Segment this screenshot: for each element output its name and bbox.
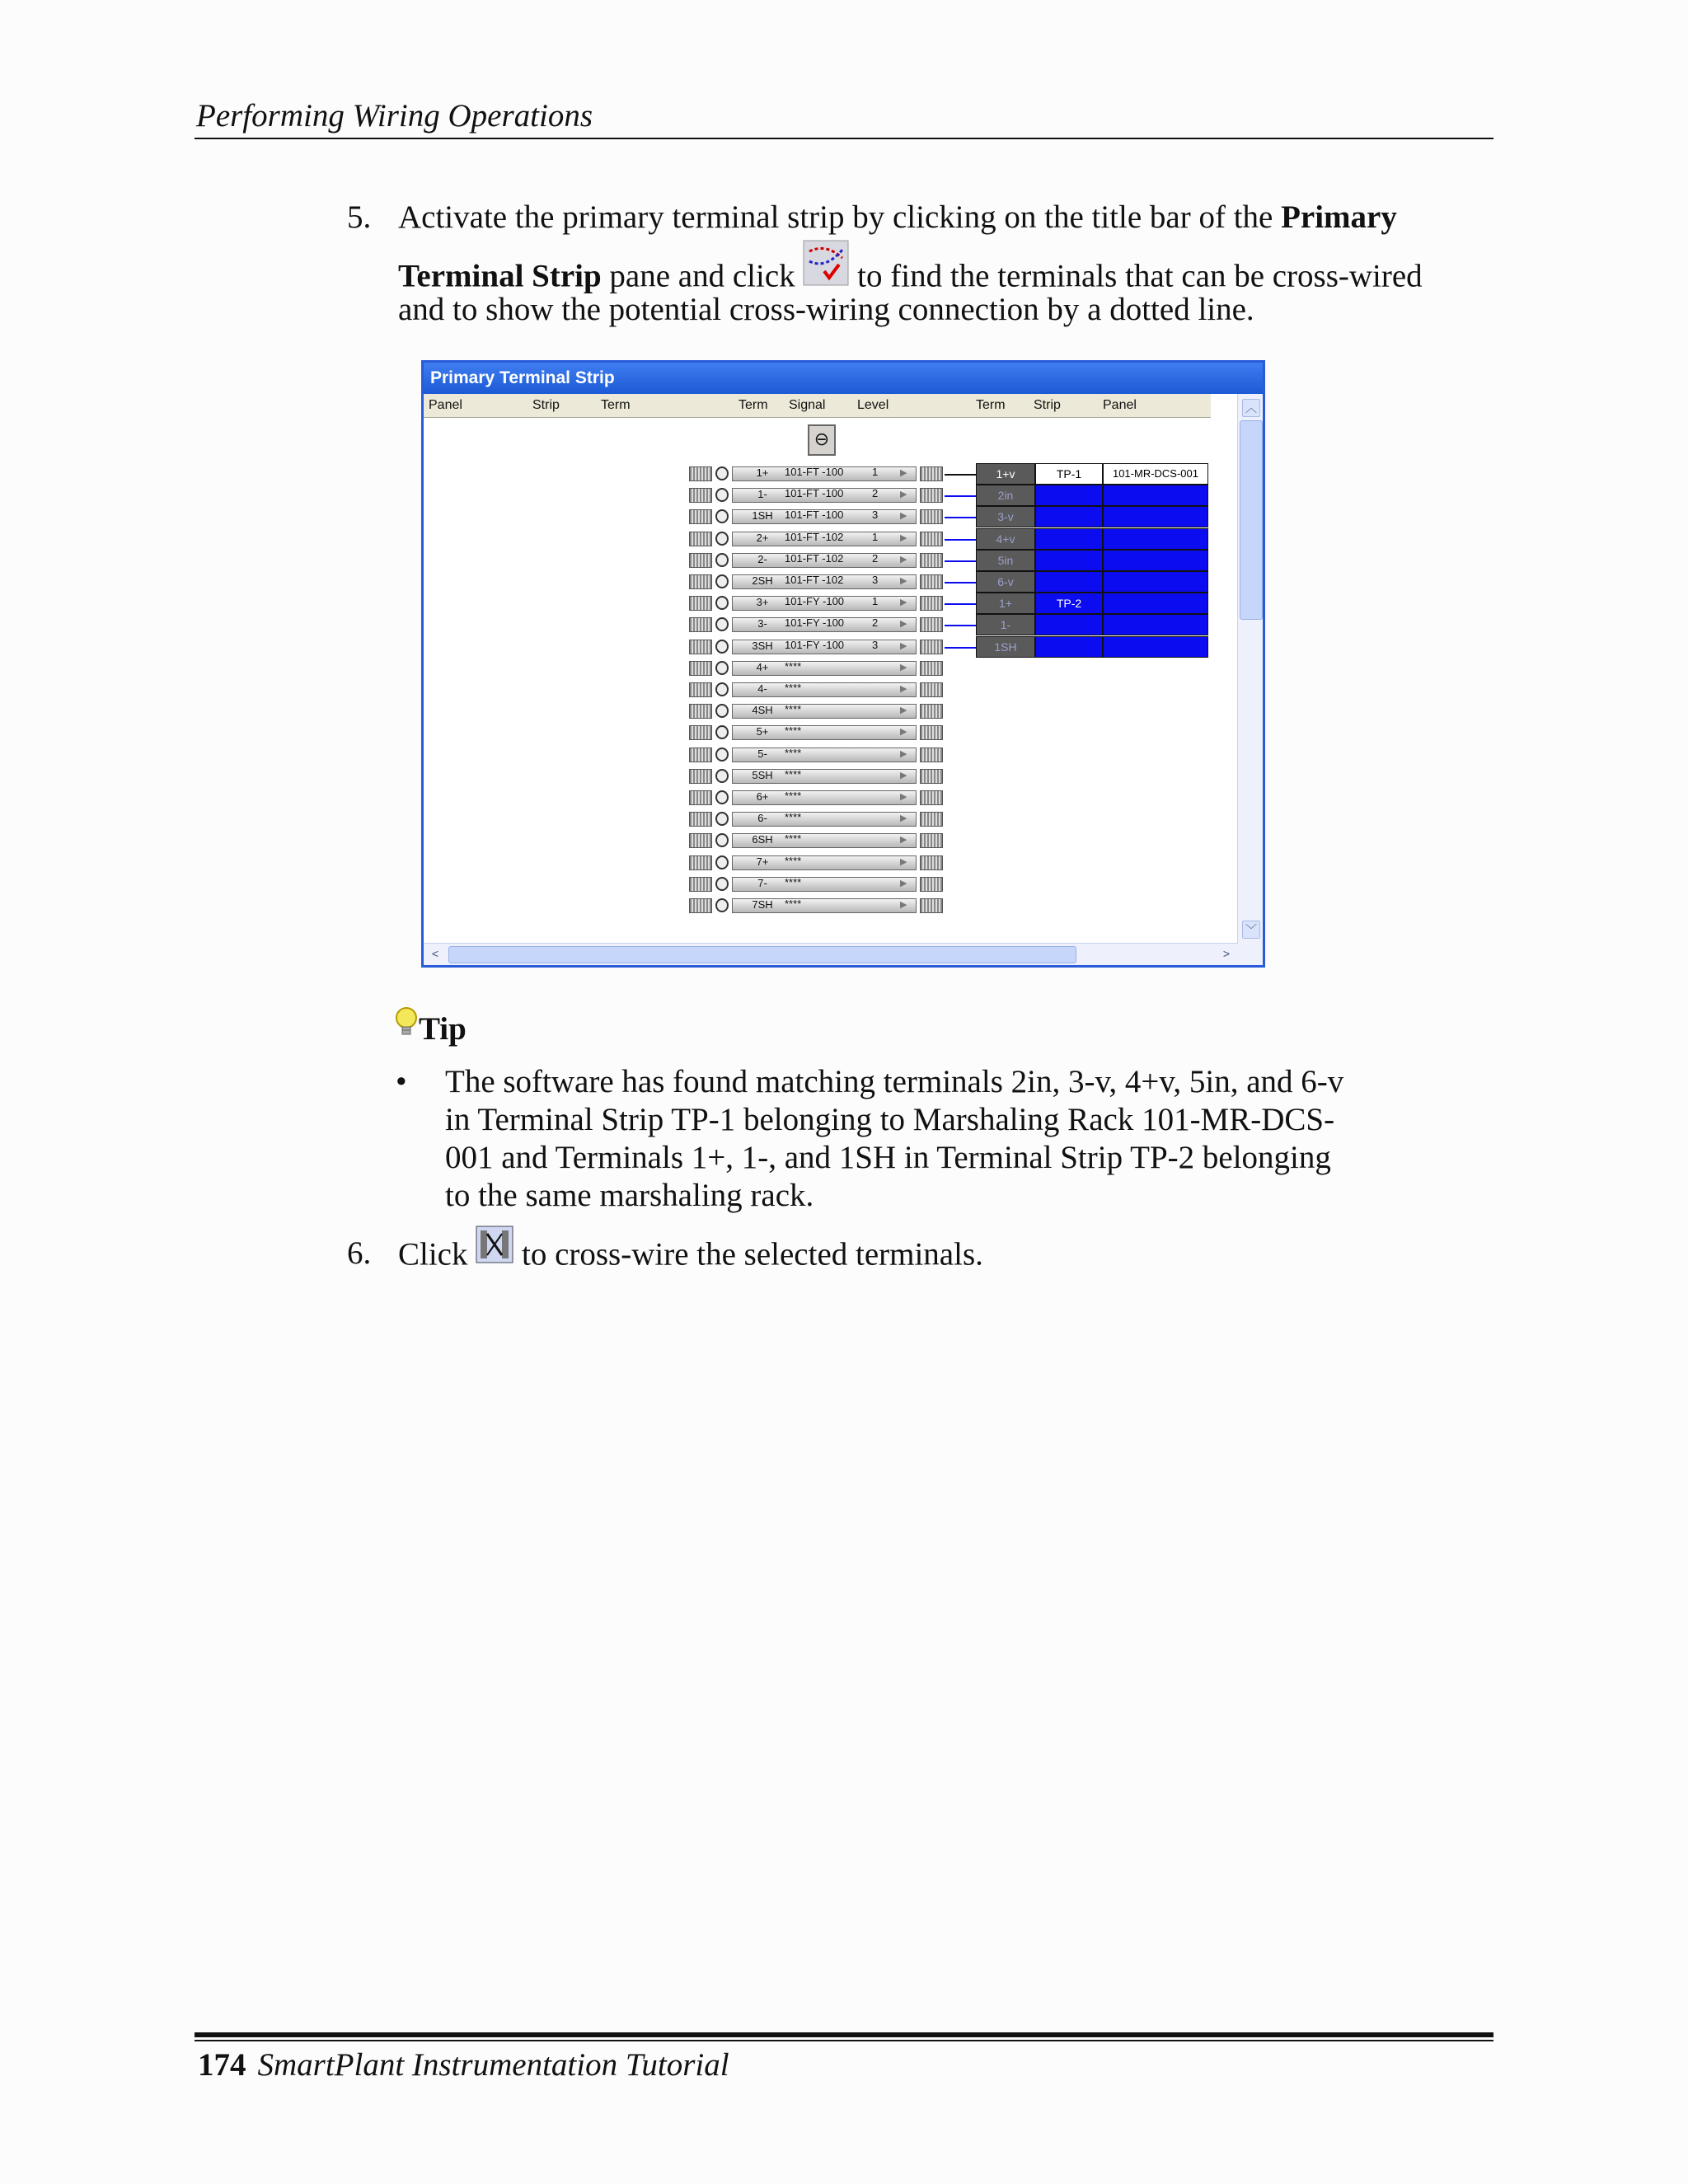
terminal-term: 2+ (756, 531, 769, 544)
play-arrow-icon: ▶ (900, 619, 907, 630)
terminal-row[interactable] (689, 486, 945, 504)
terminal-lug-icon (920, 725, 943, 740)
target-terminal-row[interactable] (976, 550, 1208, 571)
target-term: 5in (976, 550, 1035, 571)
tip-line: to the same marshaling rack. (445, 1178, 814, 1213)
play-arrow-icon: ▶ (900, 554, 907, 565)
scroll-thumb[interactable] (448, 946, 1076, 963)
terminal-term: 3+ (756, 596, 769, 609)
terminal-ring-icon (715, 812, 729, 826)
terminal-lug-icon (920, 488, 943, 503)
terminal-signal: 101-FY -100 (785, 638, 845, 651)
target-term: 1+ (976, 593, 1035, 614)
terminal-lug-icon (689, 466, 712, 481)
terminal-lug-icon (920, 640, 943, 654)
col-strip[interactable]: Strip (532, 398, 560, 412)
cross-wire-line (945, 539, 976, 541)
target-panel (1103, 550, 1208, 571)
terminal-lug-icon (689, 532, 712, 546)
play-arrow-icon: ▶ (900, 532, 907, 543)
terminal-row[interactable] (689, 638, 945, 656)
terminal-lug-icon (689, 855, 712, 870)
terminal-row[interactable] (689, 810, 945, 828)
terminal-lug-icon (689, 725, 712, 740)
terminal-lug-icon (689, 748, 712, 762)
scroll-down-icon[interactable]: ﹀ (1242, 921, 1260, 939)
terminal-lug-icon (920, 748, 943, 762)
terminal-lug-icon (689, 553, 712, 568)
target-term: 3-v (976, 506, 1035, 527)
cross-wire-line (945, 647, 976, 649)
terminal-term: 5+ (756, 725, 769, 738)
step-6-text: Click to cross-wire the selected terminals. (398, 1234, 983, 1281)
terminal-lug-icon (689, 833, 712, 848)
terminal-ring-icon (715, 640, 729, 654)
target-term: 6-v (976, 571, 1035, 593)
terminal-signal: 101-FT -102 (785, 574, 844, 586)
terminal-ring-icon (715, 596, 729, 610)
terminal-row[interactable] (689, 702, 945, 720)
target-terminal-row[interactable] (976, 636, 1208, 658)
target-terminal-row[interactable] (976, 506, 1208, 527)
terminal-signal: **** (785, 854, 802, 867)
terminal-lug-icon (920, 877, 943, 892)
terminal-signal: **** (785, 767, 802, 780)
terminal-ring-icon (715, 790, 729, 804)
target-panel: 101-MR-DCS-001 (1103, 463, 1208, 485)
target-terminal-row[interactable] (976, 463, 1208, 485)
terminal-ring-icon (715, 509, 729, 523)
play-arrow-icon: ▶ (900, 878, 907, 888)
terminal-ring-icon (715, 855, 729, 869)
terminal-lug-icon (689, 509, 712, 524)
step-number: 6. (347, 1235, 372, 1271)
terminal-lug-icon (689, 488, 712, 503)
terminal-term: 4SH (752, 704, 773, 717)
terminal-term: 6+ (756, 790, 769, 803)
play-arrow-icon: ▶ (900, 792, 907, 802)
step-number: 5. (347, 199, 372, 235)
scroll-up-icon[interactable]: ︿ (1242, 399, 1260, 417)
play-arrow-icon: ▶ (900, 576, 907, 586)
terminal-signal: 101-FY -100 (785, 616, 845, 630)
target-panel (1103, 528, 1208, 550)
col-term[interactable]: Term (738, 398, 768, 412)
play-arrow-icon: ▶ (900, 770, 907, 780)
footer-rule (195, 2040, 1493, 2041)
tip-lightbulb-icon (394, 1006, 419, 1047)
terminal-ring-icon (715, 704, 729, 718)
target-terminal-row[interactable] (976, 614, 1208, 635)
target-panel (1103, 506, 1208, 527)
col-term[interactable]: Term (601, 398, 631, 412)
collapse-button[interactable]: ⊖ (808, 424, 836, 456)
horizontal-scrollbar[interactable] (424, 943, 1238, 965)
col-panel[interactable]: Panel (1103, 398, 1137, 412)
target-panel (1103, 485, 1208, 506)
terminal-row[interactable] (689, 508, 945, 526)
cross-wire-line (945, 582, 976, 583)
terminal-term: 5SH (752, 768, 773, 781)
terminal-signal: **** (785, 832, 802, 846)
terminal-row[interactable] (689, 594, 945, 612)
play-arrow-icon: ▶ (900, 900, 907, 910)
tip-line: The software has found matching terminals 2in, 3-v, 4+v, 5in, and 6-v (445, 1064, 1344, 1099)
terminal-lug-icon (689, 704, 712, 719)
terminal-ring-icon (715, 682, 729, 696)
terminal-lug-icon (689, 769, 712, 784)
terminal-lug-icon (920, 790, 943, 805)
cross-wire-line (945, 560, 976, 562)
play-arrow-icon: ▶ (900, 662, 907, 673)
play-arrow-icon: ▶ (900, 813, 907, 824)
running-header: Performing Wiring Operations (196, 98, 593, 134)
target-terminal-row[interactable] (976, 571, 1208, 593)
terminal-level: 3 (872, 574, 879, 586)
terminal-term: 6SH (752, 833, 773, 846)
target-strip (1035, 528, 1103, 550)
terminal-row[interactable] (689, 616, 945, 634)
terminal-lug-icon (920, 617, 943, 632)
terminal-ring-icon (715, 466, 729, 480)
terminal-lug-icon (920, 855, 943, 870)
terminal-term: 4+ (756, 660, 769, 673)
terminal-signal: **** (785, 724, 802, 738)
terminal-level: 2 (872, 551, 879, 565)
terminal-term: 3SH (752, 639, 773, 652)
play-arrow-icon: ▶ (900, 705, 907, 716)
play-arrow-icon: ▶ (900, 640, 907, 651)
terminal-lug-icon (920, 833, 943, 848)
target-strip: TP-2 (1035, 593, 1103, 614)
target-term: 4+v (976, 528, 1035, 550)
terminal-term: 7- (757, 876, 767, 889)
terminal-lug-icon (920, 509, 943, 524)
target-term: 2in (976, 485, 1035, 506)
terminal-lug-icon (920, 574, 943, 589)
tip-line: 001 and Terminals 1+, 1-, and 1SH in Terminal Strip TP-2 belonging (445, 1140, 1331, 1175)
page-footer (198, 2046, 729, 2083)
target-panel (1103, 593, 1208, 614)
target-strip (1035, 550, 1103, 571)
terminal-row[interactable] (689, 681, 945, 699)
terminal-row[interactable] (689, 789, 945, 807)
play-arrow-icon: ▶ (900, 748, 907, 759)
terminal-signal: **** (785, 659, 802, 673)
target-panel (1103, 571, 1208, 593)
terminal-signal: 101-FT -100 (785, 509, 844, 522)
play-arrow-icon: ▶ (900, 490, 907, 500)
terminal-term: 4- (757, 682, 767, 695)
play-arrow-icon: ▶ (900, 835, 907, 846)
terminal-level: 3 (872, 638, 879, 651)
terminal-lug-icon (689, 812, 712, 827)
terminal-lug-icon (920, 553, 943, 568)
target-panel (1103, 636, 1208, 658)
terminal-row[interactable] (689, 854, 945, 872)
terminal-lug-icon (689, 661, 712, 676)
terminal-row[interactable] (689, 875, 945, 893)
play-arrow-icon: ▶ (900, 598, 907, 608)
tip-line: in Terminal Strip TP-1 belonging to Marshaling Rack 101-MR-DCS- (445, 1102, 1335, 1137)
terminal-ring-icon (715, 617, 729, 631)
terminal-row[interactable] (689, 897, 945, 915)
terminal-lug-icon (920, 812, 943, 827)
terminal-level: 1 (872, 595, 879, 608)
terminal-signal: **** (785, 746, 802, 759)
terminal-lug-icon (689, 574, 712, 589)
page-number: 174 (198, 2047, 246, 2083)
target-terminal-row[interactable] (976, 593, 1208, 614)
terminal-level: 2 (872, 616, 879, 630)
target-strip (1035, 636, 1103, 658)
terminal-lug-icon (920, 661, 943, 676)
terminal-row[interactable] (689, 465, 945, 483)
terminal-signal: **** (785, 790, 802, 802)
cross-wire-line (945, 495, 976, 497)
window-title-bar[interactable]: Primary Terminal Strip (424, 363, 1263, 394)
terminal-ring-icon (715, 553, 729, 567)
terminal-level: 3 (872, 509, 879, 522)
target-strip: TP-1 (1035, 463, 1103, 485)
play-arrow-icon: ▶ (900, 727, 907, 738)
terminal-term: 1- (757, 488, 767, 501)
terminal-lug-icon (920, 769, 943, 784)
terminal-term: 1+ (756, 466, 769, 479)
col-level[interactable]: Level (857, 398, 889, 412)
book-title: SmartPlant Instrumentation Tutorial (257, 2047, 729, 2083)
terminal-term: 7SH (752, 898, 773, 911)
scroll-thumb[interactable] (1240, 420, 1263, 620)
target-strip (1035, 485, 1103, 506)
terminal-lug-icon (920, 682, 943, 697)
play-arrow-icon: ▶ (900, 468, 907, 478)
terminal-ring-icon (715, 898, 729, 912)
terminal-ring-icon (715, 532, 729, 546)
terminal-signal: 101-FT -102 (785, 551, 844, 565)
target-term: 1SH (976, 636, 1035, 658)
terminal-signal: **** (785, 682, 802, 694)
cross-wire-line (945, 603, 976, 605)
terminal-lug-icon (920, 466, 943, 481)
terminal-ring-icon (715, 748, 729, 762)
target-strip (1035, 614, 1103, 635)
cross-wire-line (945, 625, 976, 626)
terminal-ring-icon (715, 877, 729, 891)
terminal-signal: **** (785, 811, 802, 824)
terminal-ring-icon (715, 488, 729, 502)
terminal-lug-icon (689, 640, 712, 654)
terminal-level: 1 (872, 466, 879, 478)
find-cross-wiring-icon (803, 240, 849, 295)
terminal-lug-icon (689, 790, 712, 805)
terminal-lug-icon (920, 704, 943, 719)
target-term: 1+v (976, 463, 1035, 485)
vertical-scrollbar[interactable] (1237, 394, 1263, 965)
terminal-row[interactable] (689, 724, 945, 742)
target-term: 1- (976, 614, 1035, 635)
target-panel (1103, 614, 1208, 635)
terminal-row[interactable] (689, 746, 945, 764)
col-panel[interactable]: Panel (429, 398, 462, 412)
column-header (424, 394, 1211, 418)
terminal-lug-icon (689, 877, 712, 892)
terminal-row[interactable] (689, 832, 945, 850)
target-strip (1035, 571, 1103, 593)
terminal-ring-icon (715, 574, 729, 588)
terminal-signal: **** (785, 703, 802, 716)
terminal-ring-icon (715, 725, 729, 739)
terminal-signal: 101-FT -100 (785, 487, 844, 500)
terminal-row[interactable] (689, 573, 945, 591)
play-arrow-icon: ▶ (900, 856, 907, 867)
primary-terminal-strip-window (421, 360, 1265, 968)
terminal-term: 2- (757, 552, 767, 565)
target-strip (1035, 506, 1103, 527)
terminal-term: 5- (757, 747, 767, 760)
col-strip[interactable]: Strip (1034, 398, 1061, 412)
cross-wire-line (945, 474, 976, 476)
target-terminal-row[interactable] (976, 485, 1208, 506)
terminal-level: 1 (872, 530, 879, 543)
play-arrow-icon: ▶ (900, 684, 907, 694)
terminal-term: 6- (757, 812, 767, 825)
terminal-lug-icon (920, 532, 943, 546)
terminal-level: 2 (872, 487, 879, 500)
terminal-signal: 101-FT -100 (785, 466, 844, 478)
terminal-lug-icon (689, 617, 712, 632)
col-term[interactable]: Term (976, 398, 1006, 412)
terminal-signal: **** (785, 898, 802, 910)
terminal-row[interactable] (689, 530, 945, 548)
terminal-term: 3- (757, 617, 767, 630)
terminal-row[interactable] (689, 659, 945, 677)
terminal-term: 7+ (756, 855, 769, 868)
terminal-ring-icon (715, 769, 729, 783)
terminal-lug-icon (689, 898, 712, 913)
terminal-lug-icon (920, 596, 943, 611)
cross-wire-icon (476, 1226, 513, 1272)
scroll-left-icon[interactable]: < (431, 947, 439, 960)
bullet: • (396, 1064, 407, 1099)
terminal-signal: 101-FY -100 (785, 595, 845, 608)
scroll-right-icon[interactable]: > (1222, 947, 1231, 960)
header-rule (195, 138, 1493, 139)
terminal-row[interactable] (689, 551, 945, 569)
col-signal[interactable]: Signal (789, 398, 826, 412)
play-arrow-icon: ▶ (900, 511, 907, 522)
terminal-ring-icon (715, 661, 729, 675)
target-terminal-row[interactable] (976, 528, 1208, 550)
terminal-lug-icon (689, 596, 712, 611)
terminal-lug-icon (689, 682, 712, 697)
terminal-signal: 101-FT -102 (785, 530, 844, 543)
tip-heading: Tip (394, 1010, 467, 1052)
terminal-term: 2SH (752, 574, 773, 587)
terminal-row[interactable] (689, 767, 945, 785)
terminal-ring-icon (715, 833, 729, 847)
terminal-signal: **** (785, 875, 802, 888)
footer-rule (195, 2032, 1493, 2037)
cross-wire-line (945, 517, 976, 518)
terminal-lug-icon (920, 898, 943, 913)
terminal-term: 1SH (752, 509, 773, 523)
